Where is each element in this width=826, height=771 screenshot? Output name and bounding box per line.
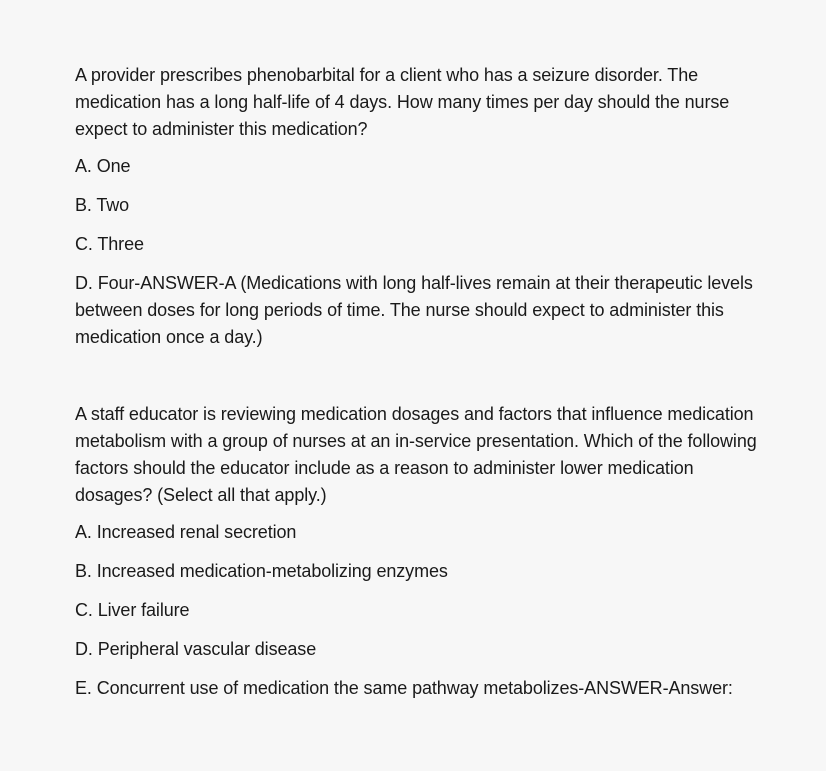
question-2-option-c: C. Liver failure [75, 600, 190, 620]
question-2-option-b: B. Increased medication-metabolizing enzymes [75, 561, 448, 581]
question-2-option-a: A. Increased renal secretion [75, 522, 297, 542]
question-1-stem: A provider prescribes phenobarbital for a client who has a seizure disorder. The medication has a long half-life of 4 days. How many times per day should the nurse expect to administer this medication? [75, 65, 730, 139]
question-1-option-a: A. One [75, 156, 131, 176]
question-2-option-e-answer: E. Concurrent use of medication the same pathway metabolizes-ANSWER-Answer: [75, 678, 733, 698]
question-2-option-d: D. Peripheral vascular disease [75, 639, 317, 659]
question-1-option-b: B. Two [75, 195, 130, 215]
question-1 [75, 62, 766, 351]
question-1-option-d-answer: D. Four-ANSWER-A (Medications with long half-lives remain at their therapeutic levels between doses for long periods of time. The nurse should expect to administer this medication once a day.) [75, 273, 753, 347]
question-2 [75, 401, 766, 702]
question-2-stem: A staff educator is reviewing medication dosages and factors that influence medication metabolism with a group of nurses at an in-service presentation. Which of the following factors should the educator include as a reason to administer lower medication dosages? (Select all that apply.) [75, 404, 757, 505]
question-1-option-c: C. Three [75, 234, 144, 254]
